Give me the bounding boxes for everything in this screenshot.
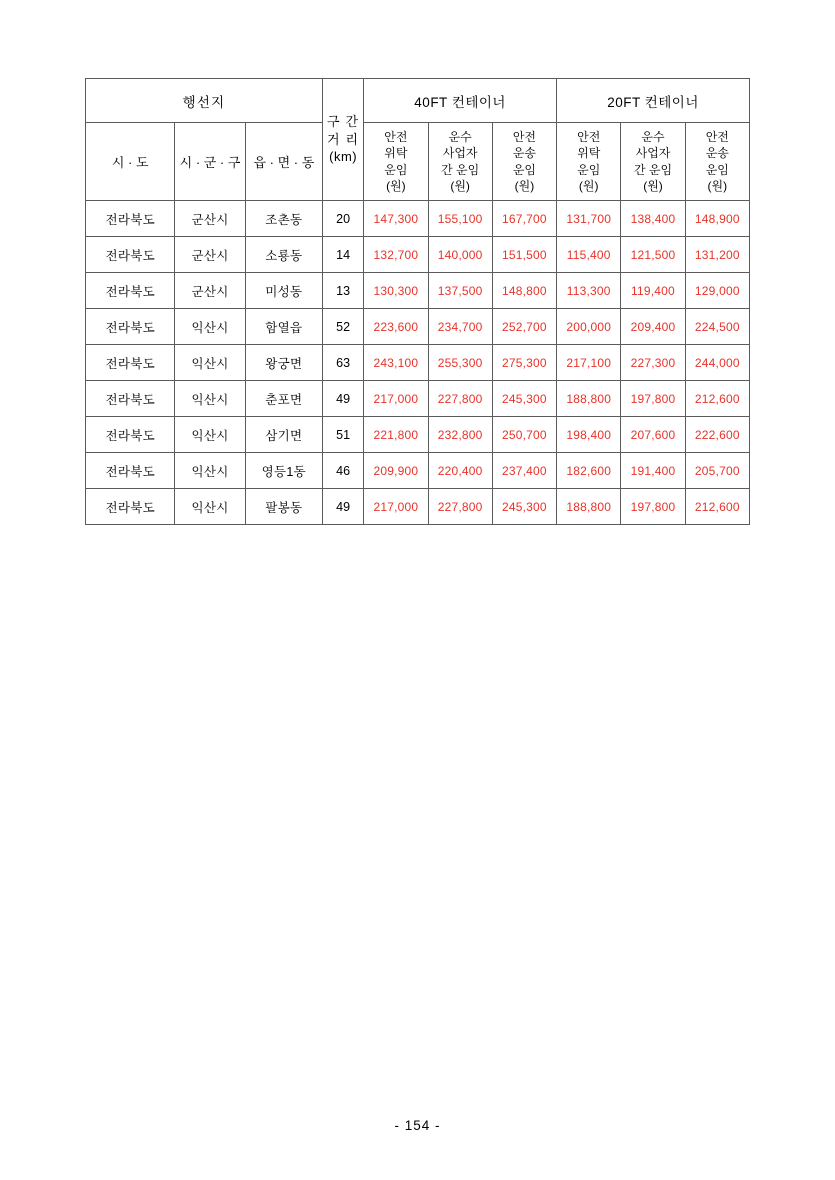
cell-sigungu: 익산시 (175, 381, 245, 417)
cell-40ft-safe-transport: 245,300 (492, 381, 556, 417)
header-20ft-safe-consign-l2: 위탁 (577, 146, 601, 161)
header-40ft-carrier-l3: 간 운임 (441, 162, 480, 177)
table-header (86, 79, 750, 201)
cell-distance: 51 (323, 417, 364, 453)
table-body (86, 201, 750, 525)
cell-40ft-carrier: 155,100 (428, 201, 492, 237)
header-40ft-safe-consign-l3: 운임 (384, 162, 408, 177)
cell-40ft-carrier: 227,800 (428, 489, 492, 525)
header-40ft-safe-consign-l4: (원) (386, 178, 406, 193)
cell-distance: 46 (323, 453, 364, 489)
cell-40ft-carrier: 220,400 (428, 453, 492, 489)
cell-sido: 전라북도 (86, 237, 175, 273)
cell-sido: 전라북도 (86, 489, 175, 525)
cell-20ft-safe-transport: 131,200 (685, 237, 749, 273)
header-20ft-safe-consign-l4: (원) (578, 178, 599, 193)
cell-40ft-carrier: 255,300 (428, 345, 492, 381)
table-row (86, 381, 750, 417)
cell-sigungu: 익산시 (175, 345, 245, 381)
cell-sigungu: 익산시 (175, 309, 245, 345)
header-20ft-safe-transport-l2: 운송 (705, 146, 729, 161)
header-40ft-safe-transport-l3: 운임 (512, 162, 537, 177)
cell-eupmyeondong: 미성동 (245, 273, 322, 309)
cell-20ft-carrier: 119,400 (621, 273, 685, 309)
cell-distance: 49 (323, 381, 364, 417)
cell-20ft-safe-consign: 217,100 (557, 345, 621, 381)
freight-rate-table-container (85, 78, 750, 525)
cell-40ft-safe-transport: 245,300 (492, 489, 556, 525)
page-number: - 154 - (394, 1118, 441, 1133)
cell-20ft-safe-consign: 115,400 (557, 237, 621, 273)
header-40ft-safe-consign-l2: 위탁 (384, 146, 408, 161)
table-row (86, 417, 750, 453)
cell-40ft-safe-consign: 221,800 (364, 417, 428, 453)
table-row (86, 309, 750, 345)
table-row (86, 489, 750, 525)
cell-40ft-safe-consign: 217,000 (364, 489, 428, 525)
header-sigungu: 시 · 군 · 구 (175, 123, 245, 201)
cell-20ft-safe-transport: 244,000 (685, 345, 749, 381)
header-20ft-safe-consign-l1: 안전 (577, 130, 601, 145)
cell-eupmyeondong: 조촌동 (245, 201, 322, 237)
cell-eupmyeondong: 영등1동 (245, 453, 322, 489)
header-container-40ft: 40FT 컨테이너 (364, 79, 557, 123)
header-40ft-safe-transport-l1: 안전 (512, 130, 537, 145)
header-20ft-safe-transport-l4: (원) (707, 178, 728, 193)
header-destination: 행선지 (86, 79, 323, 123)
cell-eupmyeondong: 춘포면 (245, 381, 322, 417)
cell-sigungu: 익산시 (175, 417, 245, 453)
header-distance-line2: 거 리 (326, 131, 360, 147)
cell-eupmyeondong: 팔봉동 (245, 489, 322, 525)
header-40ft-carrier (428, 123, 492, 201)
cell-eupmyeondong: 삼기면 (245, 417, 322, 453)
cell-sigungu: 군산시 (175, 237, 245, 273)
cell-20ft-carrier: 121,500 (621, 237, 685, 273)
cell-sido: 전라북도 (86, 345, 175, 381)
cell-40ft-carrier: 227,800 (428, 381, 492, 417)
table-row (86, 237, 750, 273)
cell-20ft-safe-consign: 113,300 (557, 273, 621, 309)
header-40ft-carrier-l2: 사업자 (442, 146, 478, 161)
cell-distance: 13 (323, 273, 364, 309)
cell-sido: 전라북도 (86, 453, 175, 489)
cell-40ft-carrier: 137,500 (428, 273, 492, 309)
cell-40ft-safe-consign: 130,300 (364, 273, 428, 309)
header-20ft-safe-consign (557, 123, 621, 201)
header-40ft-safe-consign (364, 123, 428, 201)
header-section-distance (323, 79, 364, 201)
table-row (86, 201, 750, 237)
cell-20ft-safe-consign: 200,000 (557, 309, 621, 345)
cell-20ft-safe-transport: 212,600 (685, 489, 749, 525)
cell-40ft-safe-consign: 132,700 (364, 237, 428, 273)
cell-eupmyeondong: 소룡동 (245, 237, 322, 273)
cell-20ft-safe-consign: 182,600 (557, 453, 621, 489)
header-row-sub (86, 123, 750, 201)
header-40ft-safe-transport-l2: 운송 (512, 146, 537, 161)
cell-40ft-safe-transport: 275,300 (492, 345, 556, 381)
cell-eupmyeondong: 왕궁면 (245, 345, 322, 381)
header-20ft-safe-consign-l3: 운임 (577, 162, 601, 177)
cell-40ft-safe-transport: 252,700 (492, 309, 556, 345)
cell-20ft-safe-transport: 212,600 (685, 381, 749, 417)
header-row-top (86, 79, 750, 123)
cell-20ft-carrier: 197,800 (621, 489, 685, 525)
header-20ft-carrier (621, 123, 685, 201)
cell-distance: 52 (323, 309, 364, 345)
header-20ft-safe-transport (685, 123, 749, 201)
cell-20ft-carrier: 138,400 (621, 201, 685, 237)
cell-20ft-safe-transport: 205,700 (685, 453, 749, 489)
cell-sido: 전라북도 (86, 201, 175, 237)
cell-40ft-carrier: 140,000 (428, 237, 492, 273)
header-40ft-safe-transport-l4: (원) (514, 178, 535, 193)
table-row (86, 453, 750, 489)
cell-20ft-carrier: 227,300 (621, 345, 685, 381)
cell-20ft-carrier: 209,400 (621, 309, 685, 345)
table-row (86, 273, 750, 309)
cell-40ft-safe-consign: 217,000 (364, 381, 428, 417)
header-container-20ft: 20FT 컨테이너 (557, 79, 750, 123)
cell-40ft-safe-transport: 250,700 (492, 417, 556, 453)
cell-distance: 14 (323, 237, 364, 273)
header-eupmyeondong: 읍 · 면 · 동 (245, 123, 322, 201)
header-sido: 시 · 도 (86, 123, 175, 201)
freight-rate-table (85, 78, 750, 525)
cell-eupmyeondong: 함열읍 (245, 309, 322, 345)
cell-40ft-safe-consign: 147,300 (364, 201, 428, 237)
cell-40ft-carrier: 234,700 (428, 309, 492, 345)
cell-sigungu: 익산시 (175, 489, 245, 525)
header-40ft-carrier-l4: (원) (450, 178, 470, 193)
cell-sido: 전라북도 (86, 381, 175, 417)
cell-20ft-carrier: 207,600 (621, 417, 685, 453)
cell-40ft-safe-consign: 243,100 (364, 345, 428, 381)
cell-20ft-safe-consign: 131,700 (557, 201, 621, 237)
cell-20ft-safe-transport: 224,500 (685, 309, 749, 345)
table-row (86, 345, 750, 381)
cell-sido: 전라북도 (86, 417, 175, 453)
cell-40ft-safe-transport: 167,700 (492, 201, 556, 237)
cell-40ft-safe-consign: 223,600 (364, 309, 428, 345)
cell-20ft-safe-consign: 188,800 (557, 489, 621, 525)
header-20ft-safe-transport-l1: 안전 (705, 130, 729, 145)
header-20ft-carrier-l3: 간 운임 (633, 162, 673, 177)
cell-40ft-carrier: 232,800 (428, 417, 492, 453)
cell-20ft-carrier: 191,400 (621, 453, 685, 489)
cell-sido: 전라북도 (86, 273, 175, 309)
cell-40ft-safe-transport: 151,500 (492, 237, 556, 273)
header-distance-line1: 구 간 (326, 114, 360, 130)
header-40ft-safe-transport (492, 123, 556, 201)
cell-40ft-safe-consign: 209,900 (364, 453, 428, 489)
cell-distance: 20 (323, 201, 364, 237)
cell-40ft-safe-transport: 148,800 (492, 273, 556, 309)
header-20ft-carrier-l4: (원) (643, 178, 663, 193)
header-distance-line3: (km) (329, 149, 358, 165)
header-40ft-carrier-l1: 운수 (448, 130, 472, 145)
header-20ft-safe-transport-l3: 운임 (705, 162, 729, 177)
header-40ft-safe-consign-l1: 안전 (384, 130, 408, 145)
cell-distance: 63 (323, 345, 364, 381)
cell-20ft-safe-transport: 222,600 (685, 417, 749, 453)
cell-sigungu: 군산시 (175, 201, 245, 237)
cell-20ft-safe-consign: 198,400 (557, 417, 621, 453)
header-20ft-carrier-l2: 사업자 (635, 146, 671, 161)
cell-sigungu: 익산시 (175, 453, 245, 489)
cell-20ft-carrier: 197,800 (621, 381, 685, 417)
cell-sigungu: 군산시 (175, 273, 245, 309)
cell-distance: 49 (323, 489, 364, 525)
header-20ft-carrier-l1: 운수 (641, 130, 665, 145)
cell-20ft-safe-consign: 188,800 (557, 381, 621, 417)
cell-20ft-safe-transport: 129,000 (685, 273, 749, 309)
cell-sido: 전라북도 (86, 309, 175, 345)
cell-40ft-safe-transport: 237,400 (492, 453, 556, 489)
cell-20ft-safe-transport: 148,900 (685, 201, 749, 237)
